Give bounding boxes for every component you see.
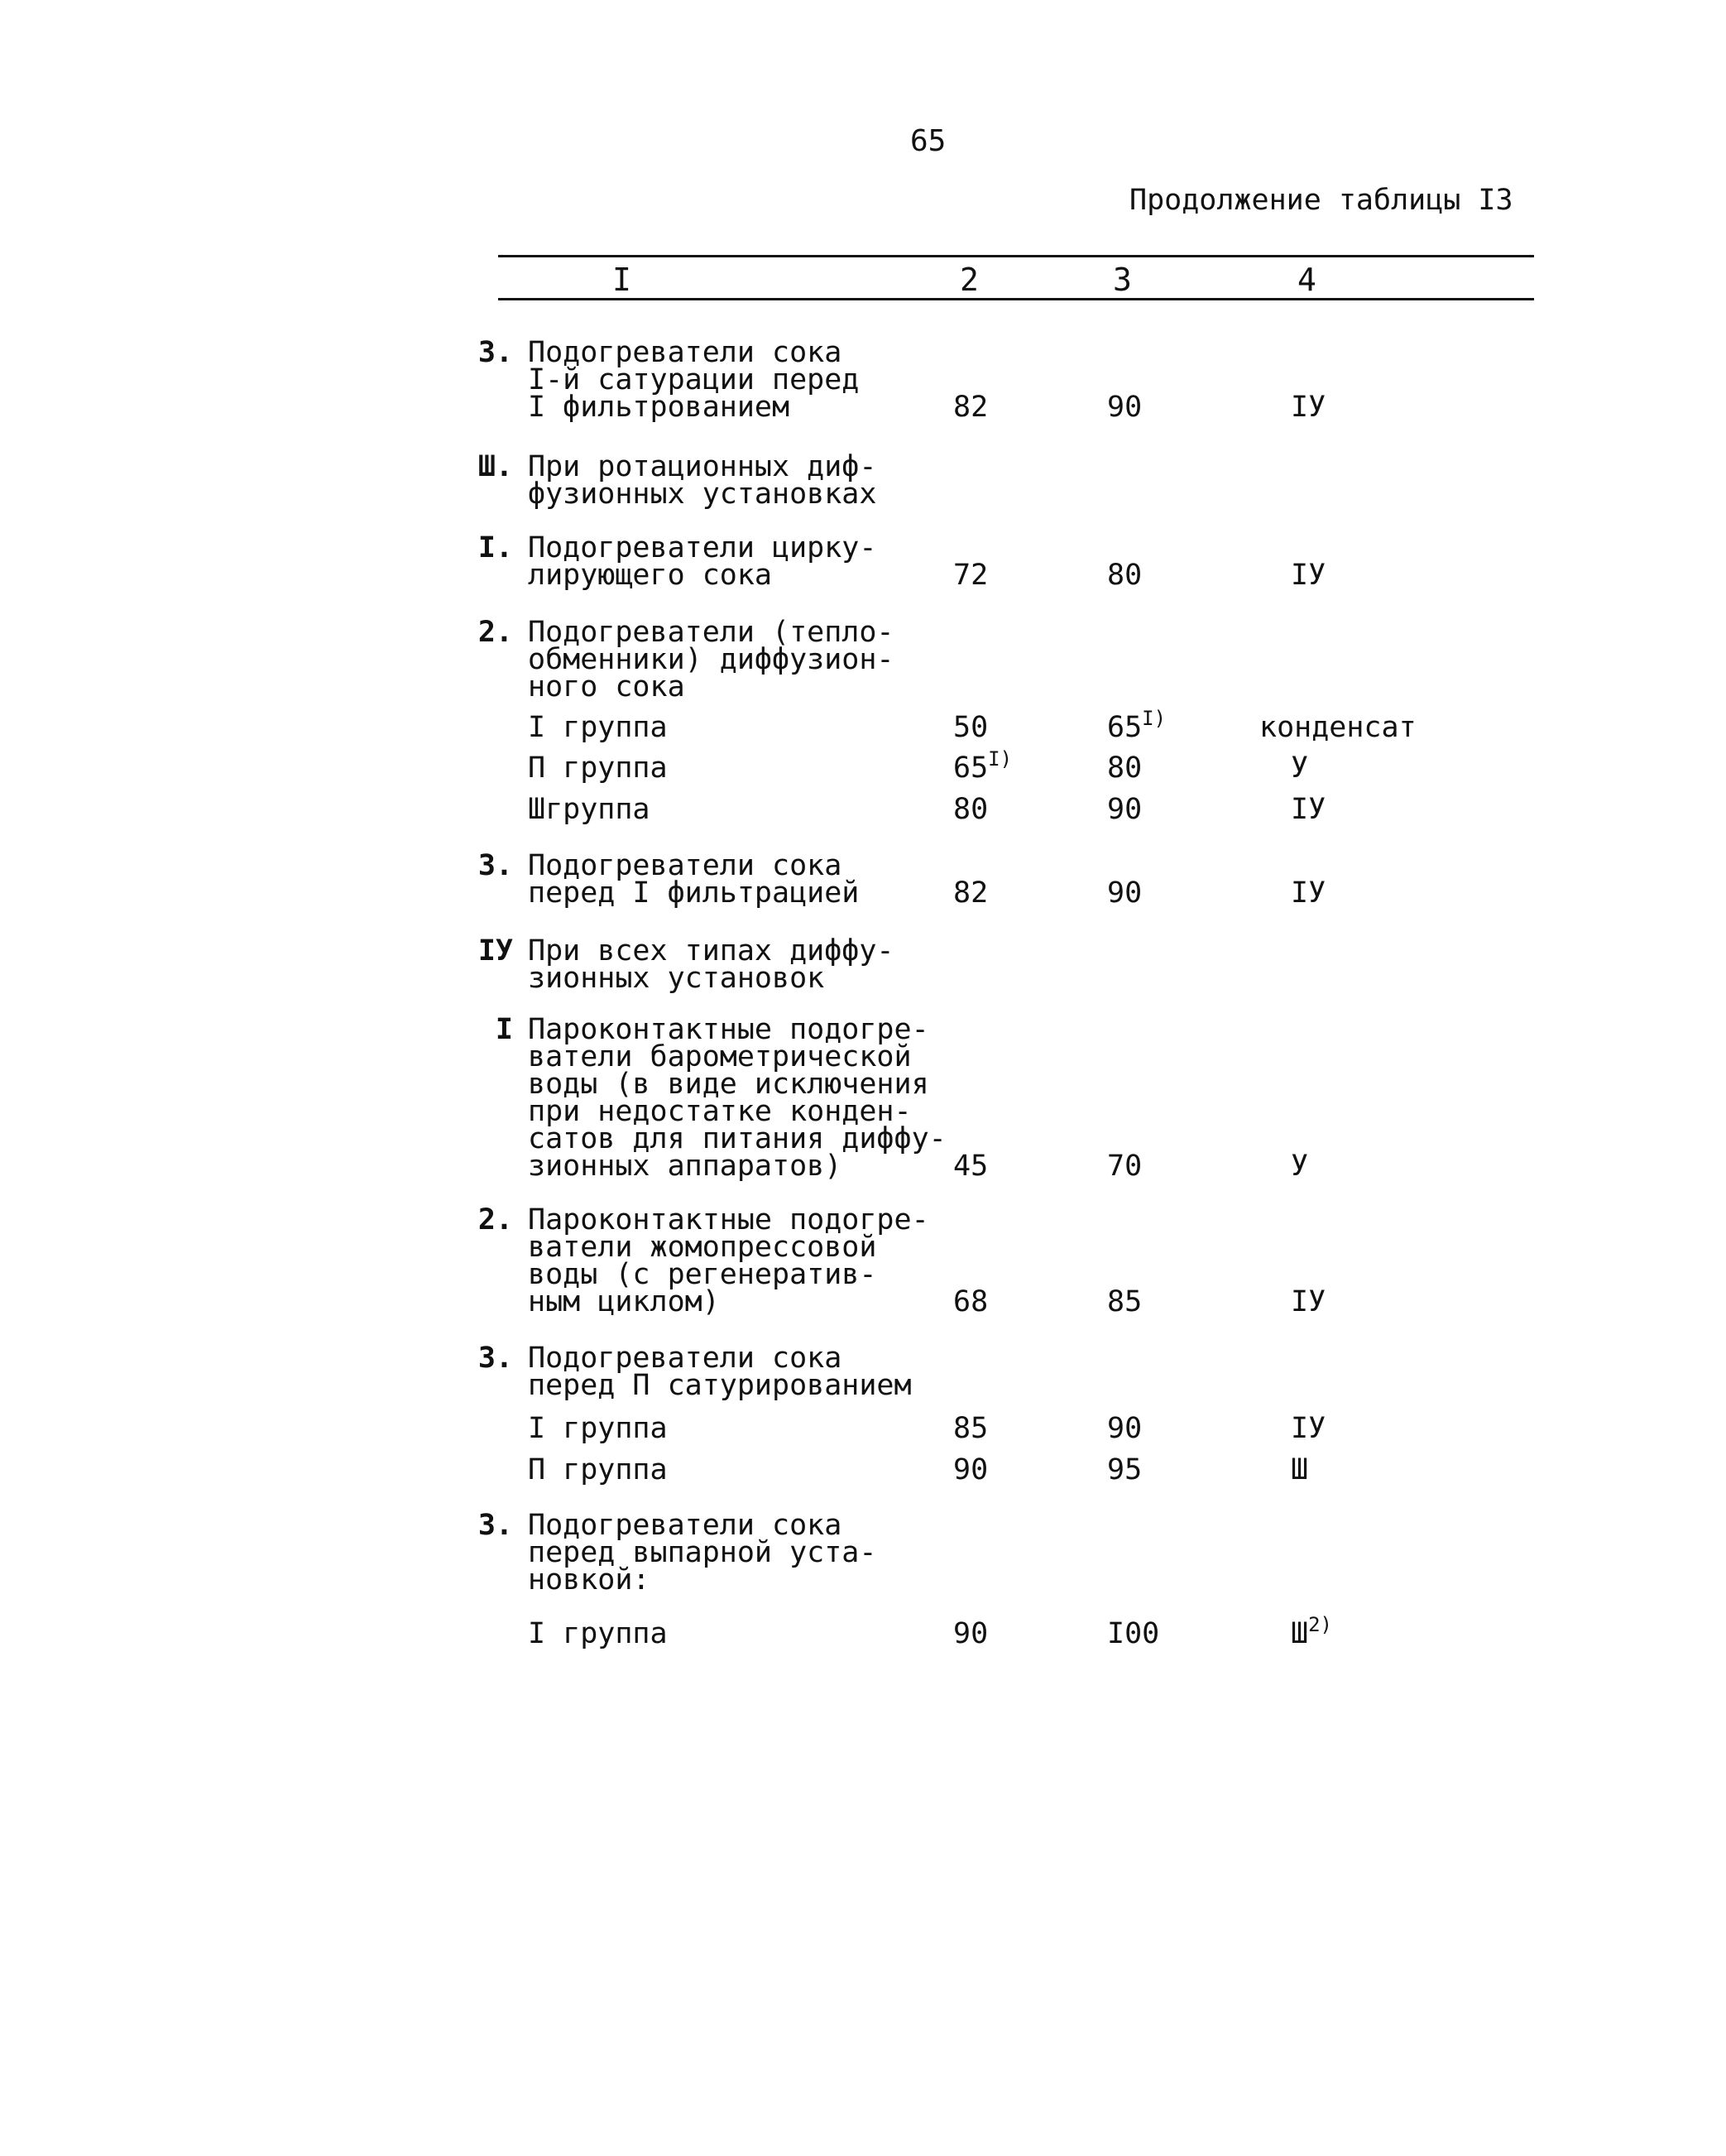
cell-c4: У: [1291, 1150, 1309, 1183]
cell-c3: 95: [1107, 1453, 1143, 1486]
cell-c4: IУ: [1291, 391, 1326, 424]
cell-c4: Ш: [1291, 1453, 1309, 1486]
cell-c2: 82: [953, 391, 989, 424]
row-description: Шгруппа: [528, 793, 650, 826]
row-description: I группа: [528, 1412, 668, 1445]
cell-c2: 45: [953, 1150, 989, 1183]
cell-c3: 85: [1107, 1285, 1143, 1318]
cell-c2: $65^{I)}$: [953, 747, 1013, 785]
row-description: При ротационных диф- фузионных установках: [528, 450, 877, 511]
row-number: 2.: [477, 616, 513, 649]
cell-c4: IУ: [1291, 793, 1326, 826]
cell-c4: конденсат: [1259, 711, 1417, 744]
cell-c2: 50: [953, 711, 989, 744]
row-description: I группа: [528, 1617, 668, 1650]
row-number: Ш.: [477, 450, 513, 483]
cell-c4: IУ: [1291, 559, 1326, 592]
cell-c2: 72: [953, 559, 989, 592]
cell-c3: 90: [1107, 1412, 1143, 1445]
cell-c2: 80: [953, 793, 989, 826]
cell-c2: 85: [953, 1412, 989, 1445]
row-number: 3.: [477, 1342, 513, 1375]
page-number: 65: [910, 124, 947, 158]
cell-c3: 90: [1107, 876, 1143, 910]
column-header: 3: [1113, 262, 1132, 298]
row-number: I: [495, 1013, 513, 1046]
column-header: 4: [1297, 262, 1316, 298]
cell-c4: IУ: [1291, 876, 1326, 910]
row-description: Подогреватели (тепло- обменники) диффузион- ного сока: [528, 616, 894, 703]
cell-c2: 90: [953, 1617, 989, 1650]
row-number: I.: [477, 531, 513, 564]
cell-c4: IУ: [1291, 1412, 1326, 1445]
cell-c4: $Ш^{2)}$: [1291, 1613, 1332, 1650]
footnote-mark: 2): [1308, 1613, 1332, 1636]
cell-c4: IУ: [1291, 1285, 1326, 1318]
row-number: 3.: [477, 849, 513, 882]
row-description: Подогреватели сока I-й сатурации перед I фильтрованием: [528, 336, 860, 424]
row-description: Пароконтактные подогре- ватели барометрической воды (в виде исключения при недостатке конден- сатов для питания диффу- зионных аппаратов): [528, 1013, 947, 1183]
row-description: Пароконтактные подогре- ватели жомопрессовой воды (с регенератив- ным циклом): [528, 1203, 929, 1318]
row-number: 3.: [477, 336, 513, 369]
cell-c2: 68: [953, 1285, 989, 1318]
cell-c3: 90: [1107, 793, 1143, 826]
row-description: П группа: [528, 1453, 668, 1486]
cell-c3: $65^{I)}$: [1107, 707, 1167, 744]
cell-c3: I00: [1107, 1617, 1160, 1650]
row-description: I группа: [528, 711, 668, 744]
cell-c3: 80: [1107, 559, 1143, 592]
row-number: 2.: [477, 1203, 513, 1236]
cell-c4: У: [1291, 751, 1309, 785]
row-number: 3.: [477, 1509, 513, 1542]
footnote-mark: I): [1142, 707, 1167, 730]
cell-c3: 70: [1107, 1150, 1143, 1183]
cell-c2: 82: [953, 876, 989, 910]
table-header-rule: [498, 298, 1534, 300]
row-number: IУ: [477, 934, 513, 968]
row-description: Подогреватели сока перед выпарной уста- новкой:: [528, 1509, 877, 1597]
row-description: Подогреватели сока перед П сатурированием: [528, 1342, 912, 1402]
cell-c3: 90: [1107, 391, 1143, 424]
column-header: 2: [960, 262, 979, 298]
cell-c2: 90: [953, 1453, 989, 1486]
column-header: I: [612, 262, 631, 298]
table-continuation-caption: Продолжение таблицы I3: [1129, 184, 1513, 217]
row-description: Подогреватели цирку- лирующего сока: [528, 531, 877, 592]
row-description: При всех типах диффу- зионных установок: [528, 934, 894, 995]
row-description: П группа: [528, 751, 668, 785]
cell-c3: 80: [1107, 751, 1143, 785]
footnote-mark: I): [988, 747, 1013, 771]
row-description: Подогреватели сока перед I фильтрацией: [528, 849, 860, 910]
table-top-rule: [498, 255, 1534, 257]
